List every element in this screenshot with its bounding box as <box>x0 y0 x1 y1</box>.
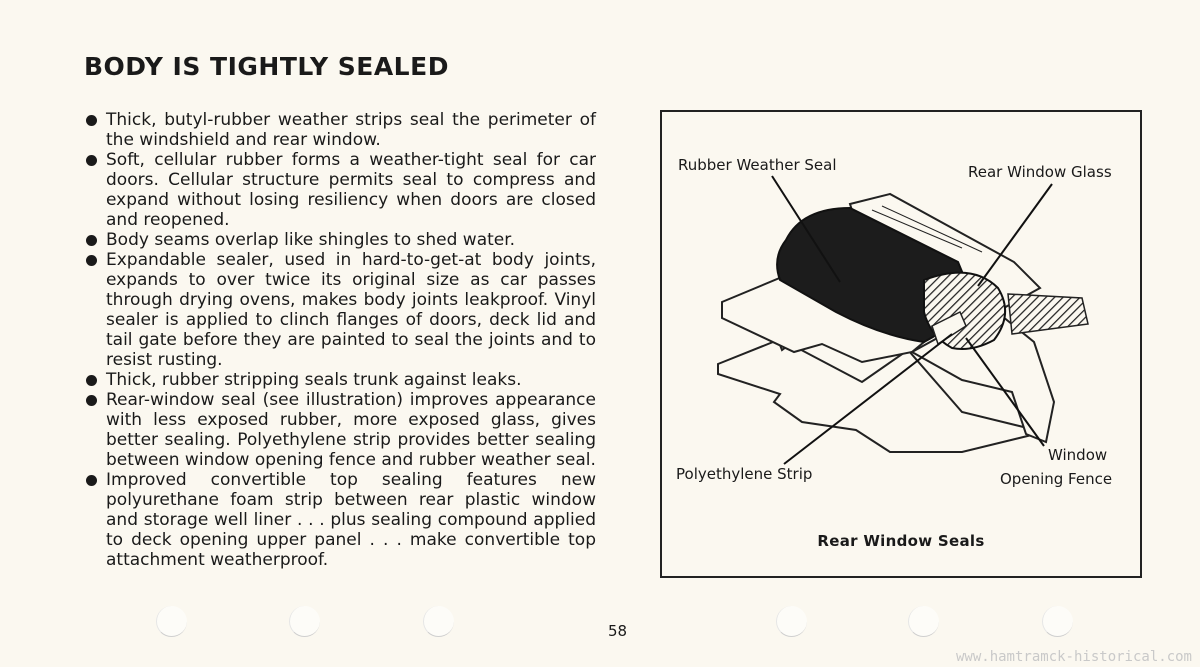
list-item-text: Body seams overlap like shingles to shed water. <box>106 230 516 250</box>
bullet-icon <box>86 475 97 486</box>
binder-hole <box>1042 606 1073 637</box>
rear-window-seal-figure <box>660 110 1142 578</box>
glass-edge-section <box>1008 294 1088 334</box>
bullet-icon <box>86 115 97 126</box>
label-window: Window <box>1048 446 1108 464</box>
list-item-text: Rear-window seal (see illustration) improves appearance with less exposed rubber, more exposed glass, gives better sealing. Polyethylene strip provides better sealing between window opening fence and rubber weather seal. <box>106 390 596 470</box>
label-opening-fence: Opening Fence <box>1000 470 1113 488</box>
label-rubber-weather-seal: Rubber Weather Seal <box>678 156 837 174</box>
page-number: 58 <box>608 622 628 640</box>
list-item <box>84 390 596 470</box>
seal-illustration <box>662 112 1140 576</box>
bullet-icon <box>86 375 97 386</box>
list-item-text: Improved convertible top sealing features new polyurethane foam strip between rear plastic window and storage well liner . . . plus sealing compound applied to deck opening upper panel . . . make convertible top attachment weatherproof. <box>106 470 596 570</box>
binder-hole <box>289 606 320 637</box>
list-item-text: Thick, butyl-rubber weather strips seal the perimeter of the windshield and rear window. <box>106 110 596 150</box>
bullet-icon <box>86 235 97 246</box>
binder-hole <box>776 606 807 637</box>
list-item-text: Expandable sealer, used in hard-to-get-at body joints, expands to over twice its original size as car passes through drying ovens, makes body joints leakproof. Vinyl sealer is applied to clinch flanges of doors, deck lid and tail gate before they are painted to seal the joints and to resist rusting. <box>106 250 596 370</box>
list-item-text: Thick, rubber stripping seals trunk against leaks. <box>106 370 522 390</box>
list-item <box>84 250 596 370</box>
list-item-text: Soft, cellular rubber forms a weather-tight seal for car doors. Cellular structure permits seal to compress and expand without losing resiliency when doors are closed and reopened. <box>106 150 596 230</box>
list-item <box>84 230 596 250</box>
binder-hole <box>156 606 187 637</box>
bullet-icon <box>86 255 97 266</box>
label-rear-window-glass: Rear Window Glass <box>968 163 1112 181</box>
watermark: www.hamtramck-historical.com <box>955 649 1192 665</box>
list-item <box>84 370 596 390</box>
figure-caption: Rear Window Seals <box>817 532 985 550</box>
list-item <box>84 110 596 150</box>
feature-list <box>84 110 596 570</box>
bullet-icon <box>86 155 97 166</box>
page-title: BODY IS TIGHTLY SEALED <box>84 52 449 81</box>
list-item <box>84 470 596 570</box>
list-item <box>84 150 596 230</box>
binder-hole <box>423 606 454 637</box>
label-polyethylene-strip: Polyethylene Strip <box>676 465 813 483</box>
binder-hole <box>908 606 939 637</box>
bullet-icon <box>86 395 97 406</box>
